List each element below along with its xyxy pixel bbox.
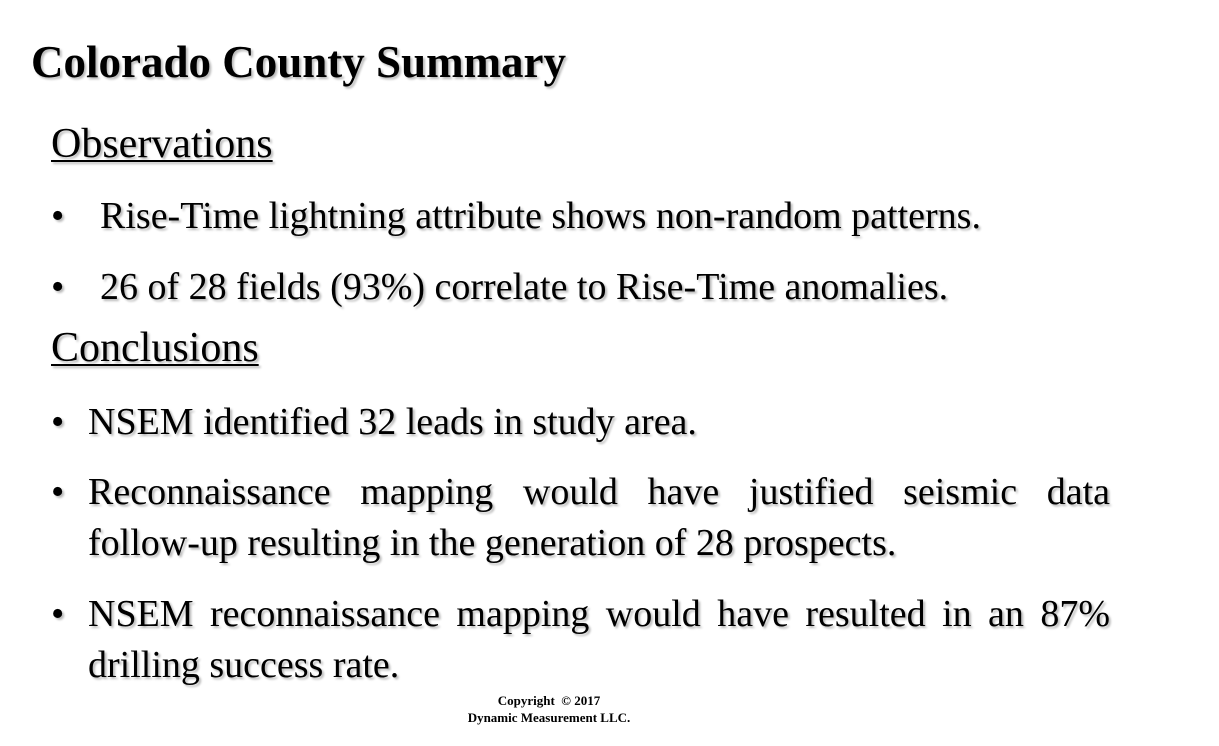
conclusion-item [51, 467, 1131, 569]
conclusion-item [51, 397, 1131, 448]
bullet-icon: • [51, 593, 65, 635]
bullet-icon: • [51, 195, 65, 237]
copyright-line: Copyright © 2017 [497, 693, 601, 708]
slide-title: Colorado County Summary [31, 37, 567, 87]
observation-text: 26 of 28 fields (93%) correlate to Rise-Time anomalies. [100, 266, 949, 308]
conclusion-text: NSEM reconnaissance mapping would have resulted in an 87% drilling success rate. [88, 593, 1110, 686]
observation-text: Rise-Time lightning attribute shows non-random patterns. [100, 195, 981, 237]
company-name: Dynamic Measurement LLC. [467, 710, 631, 725]
observations-heading: Observations [51, 121, 273, 167]
conclusion-text: Reconnaissance mapping would have justified seismic data follow-up resulting in the generation of 28 prospects. [88, 471, 1110, 564]
observation-item [51, 191, 1131, 242]
bullet-icon: • [51, 266, 65, 308]
copyright-notice [449, 692, 649, 726]
observation-item [51, 262, 1131, 313]
conclusion-item [51, 589, 1131, 691]
conclusions-heading: Conclusions [51, 325, 259, 371]
bullet-icon: • [51, 471, 65, 513]
bullet-icon: • [51, 401, 65, 443]
conclusion-text: NSEM identified 32 leads in study area. [88, 401, 697, 443]
